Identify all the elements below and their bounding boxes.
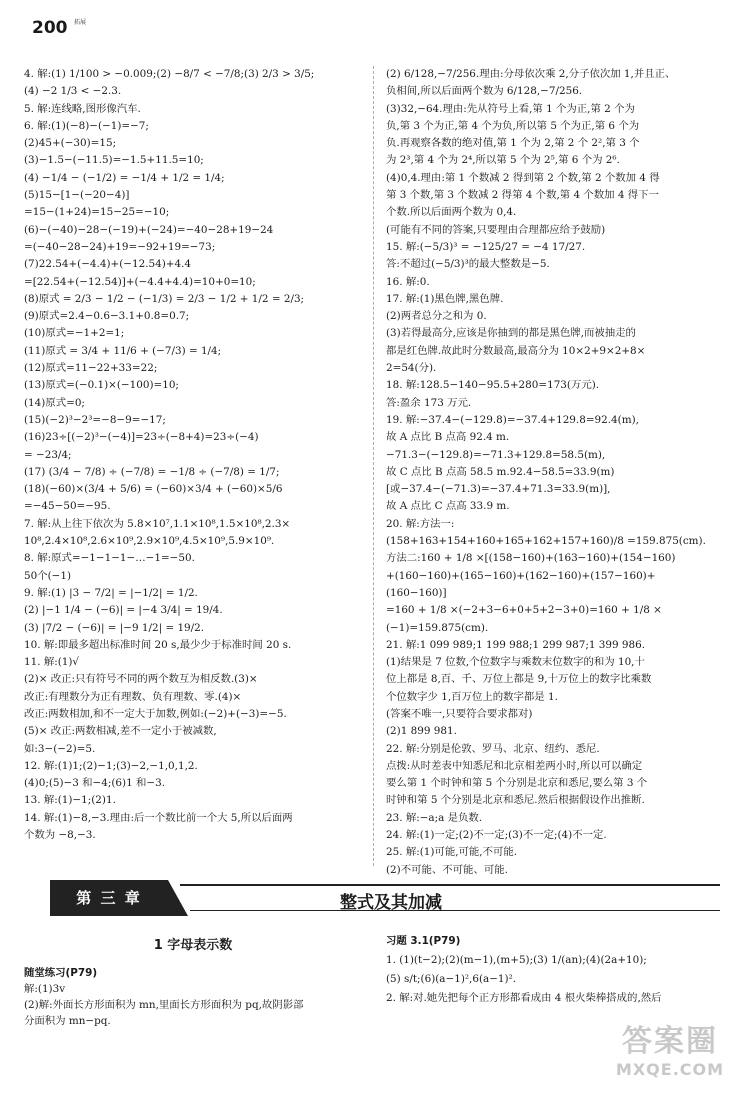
answer-line: 故 A 点比 B 点高 92.4 m.: [386, 431, 510, 444]
answer-line: (160−160)]: [386, 586, 447, 599]
answer-line: 个数.所以后面两个数为 0,4.: [386, 206, 517, 219]
answer-line: 5. 解:连线略,图形像汽车.: [24, 102, 141, 115]
answer-line: 答:不超过(−5/3)³的最大整数是−5.: [386, 258, 550, 271]
practice-answers: [24, 965, 364, 1029]
answer-line: (16)23÷[(−2)³−(−4)]=23÷(−8+4)=23÷(−4): [24, 431, 259, 444]
practice-line: 解:(1)3v: [24, 983, 66, 995]
section-title: 1 字母表示数: [153, 938, 233, 953]
answer-line: (答案不唯一,只要符合要求都对): [386, 707, 533, 720]
answer-line: 10. 解:即最多超出标准时间 20 s,最少少于标准时间 20 s.: [24, 638, 292, 651]
answer-line: (1)结果是 7 位数,个位数字与乘数末位数字的和为 10,十: [386, 656, 645, 669]
answer-line: 13. 解:(1)−1;(2)1.: [24, 794, 116, 807]
answer-line: 为 2³,第 4 个为 2⁴,所以第 5 个为 2⁵,第 6 个为 2⁶.: [386, 154, 620, 167]
left-column: [24, 66, 362, 878]
practice-line: 分面积为 mn−pq.: [24, 1015, 111, 1027]
answer-line: (3) |7/2 − (−6)| = |−9 1/2| = 19/2.: [24, 621, 205, 634]
answer-line: 17. 解:(1)黑色牌,黑色牌.: [386, 292, 504, 305]
answer-line: =160 + 1/8 ×(−2+3−6+0+5+2−3+0)=160 + 1/8 ×: [386, 604, 662, 617]
answer-line: =[22.54+(−12.54)]+(−4.4+4.4)=10+0=10;: [24, 275, 256, 288]
answer-line: (3)若得最高分,应该是你抽到的都是黑色牌,而被抽走的: [386, 327, 636, 340]
right-column: [386, 66, 724, 878]
answer-line: 方法二:160 + 1/8 ×[(158−160)+(163−160)+(154−160): [386, 552, 676, 565]
answer-line: (−1)=159.875(cm).: [386, 621, 489, 634]
answer-line: 都是红色牌.故此时分数最高,最高分为 10×2+9×2+8×: [386, 344, 646, 357]
chapter-label: 第 三 章: [50, 880, 168, 916]
answer-line: 6. 解:(1)(−8)−(−1)=−7;: [24, 119, 149, 132]
answer-line: (12)原式=11−22+33=22;: [24, 362, 158, 375]
answer-line: 23. 解:−a;a 是负数.: [386, 811, 483, 824]
answer-line: 10⁸,2.4×10⁸,2.6×10⁹,2.9×10⁹,4.5×10⁹,5.9×10⁹.: [24, 535, 275, 548]
answer-line: (可能有不同的答案,只要理由合理都应给予鼓励): [386, 223, 606, 236]
answer-line: 9. 解:(1) |3 − 7/2| = |−1/2| = 1/2.: [24, 586, 198, 599]
answer-line: 负,第 3 个为正,第 4 个为负,所以第 5 个为正,第 6 个为: [386, 119, 640, 132]
page-mark: 拓展: [74, 19, 87, 26]
answer-line: (5)× 改正:两数相减,差不一定小于被减数,: [24, 725, 217, 738]
answer-line: (4) −2 1/3 < −2.3.: [24, 85, 122, 98]
answer-line: 改正:两数相加,和不一定大于加数,例如:(−2)+(−3)=−5.: [24, 707, 287, 720]
answer-line: (6)−(−40)−28−(−19)+(−24)=−40−28+19−24: [24, 223, 274, 236]
practice-line: 随堂练习(P79): [24, 967, 98, 979]
answer-line: (2)不可能、不可能、可能.: [386, 863, 508, 876]
watermark-text: 答案圈: [622, 1024, 718, 1059]
answer-line: (4)0,4.理由:第 1 个数减 2 得到第 2 个数,第 2 个数加 4 得: [386, 171, 660, 184]
answer-line: (4) −1/4 − (−1/2) = −1/4 + 1/2 = 1/4;: [24, 171, 225, 184]
answer-line: (17) (3/4 − 7/8) ÷ (−7/8) = −1/8 ÷ (−7/8) = 1/7;: [24, 465, 280, 478]
answer-line: (2)45+(−30)=15;: [24, 137, 117, 150]
answer-line: 8. 解:原式=−1−1−1−…−1=−50.: [24, 552, 195, 565]
answer-line: =−45−50=−95.: [24, 500, 111, 513]
answer-line: (9)原式=2.4−0.6−3.1+0.8=0.7;: [24, 310, 190, 323]
answer-line: 12. 解:(1)1;(2)−1;(3)−2,−1,0,1,2.: [24, 759, 198, 772]
answer-line: =(−40−28−24)+19=−92+19=−73;: [24, 240, 216, 253]
answer-line: (7)22.54+(−4.4)+(−12.54)+4.4: [24, 258, 192, 271]
answer-line: −71.3−(−129.8)=−71.3+129.8=58.5(m),: [386, 448, 606, 461]
answer-line: 故 A 点比 C 点高 33.9 m.: [386, 500, 510, 513]
answer-line: 2=54(分).: [386, 362, 437, 375]
answer-line: [或−37.4−(−71.3)=−37.4+71.3=33.9(m)],: [386, 483, 611, 496]
answer-line: 如:3−(−2)=5.: [24, 742, 96, 755]
answer-line: 16. 解:0.: [386, 275, 430, 288]
answer-line: (2)× 改正:只有符号不同的两个数互为相反数.(3)×: [24, 673, 258, 686]
answer-line: 14. 解:(1)−8,−3.理由:后一个数比前一个大 5,所以后面两: [24, 811, 293, 824]
answer-line: 4. 解:(1) 1/100 > −0.009;(2) −8/7 < −7/8;(3) 2/3 > 3/5;: [24, 68, 315, 80]
answer-line: 故 C 点比 B 点高 58.5 m.92.4−58.5=33.9(m): [386, 465, 615, 478]
answer-line: 负相间,所以后面两个数为 6/128,−7/256.: [386, 85, 583, 98]
answer-line: (10)原式=−1+2=1;: [24, 327, 125, 340]
chapter-rule-top: [180, 884, 720, 886]
answer-line: =15−(1+24)=15−25=−10;: [24, 206, 170, 219]
chapter-rule-bottom: [190, 910, 720, 911]
answer-line: 改正:有理数分为正有理数、负有理数、零.(4)×: [24, 690, 242, 703]
answer-line: 个位数字少 1,百万位上的数字都是 1.: [386, 690, 558, 703]
answer-line: (2)1 899 981.: [386, 725, 457, 738]
answer-line: 时钟和第 5 个分别是北京和悉尼.然后根据假设作出推断.: [386, 794, 645, 807]
answer-line: (2) |−1 1/4 − (−6)| = |−4 3/4| = 19/4.: [24, 604, 223, 617]
answer-line: 25. 解:(1)可能,可能,不可能.: [386, 846, 518, 859]
answer-line: (11)原式 = 3/4 + 11/6 + (−7/3) = 1/4;: [24, 344, 222, 357]
exercise-line: (5) s/t;(6)(a−1)²,6(a−1)².: [386, 973, 517, 985]
answer-line: 11. 解:(1)√: [24, 656, 80, 669]
answer-line: (3)−1.5−(−11.5)=−1.5+11.5=10;: [24, 154, 204, 167]
answer-line: 负.再观察各数的绝对值,第 1 个为 2,第 2 个 2²,第 3 个: [386, 137, 640, 150]
answer-line: (14)原式=0;: [24, 396, 85, 409]
answer-line: 7. 解:从上往下依次为 5.8×10⁷,1.1×10⁸,1.5×10⁸,2.3×: [24, 517, 291, 530]
answer-line: (4)0;(5)−3 和−4;(6)1 和−3.: [24, 777, 166, 790]
answer-line: (3)32,−64.理由:先从符号上看,第 1 个为正,第 2 个为: [386, 102, 635, 115]
answer-line: 第 3 个数,第 3 个数减 2 得第 4 个数,第 4 个数加 4 得下一: [386, 189, 659, 202]
answer-line: 18. 解:128.5−140−95.5+280=173(万元).: [386, 379, 600, 392]
answer-line: 22. 解:分别是伦敦、罗马、北京、纽约、悉尼.: [386, 742, 600, 755]
answer-line: (2)两者总分之和为 0.: [386, 310, 487, 323]
answer-line: (2) 6/128,−7/256.理由:分母依次乘 2,分子依次加 1,并且正、: [386, 68, 676, 80]
exercise-line: 2. 解:对.她先把每个正方形都看成由 4 根火柴棒搭成的,然后: [386, 992, 662, 1004]
answer-line: (8)原式 = 2/3 − 1/2 − (−1/3) = 2/3 − 1/2 + 1/2 = 2/3;: [24, 292, 305, 305]
answer-line: 个数为 −8,−3.: [24, 829, 96, 842]
answer-line: (15)(−2)³−2³=−8−9=−17;: [24, 413, 166, 426]
watermark-url: MXQE.COM: [615, 1060, 725, 1079]
answer-line: 答:盈余 173 万元.: [386, 396, 472, 409]
chapter-title: 整式及其加减: [340, 893, 442, 913]
answer-line: (18)(−60)×(3/4 + 5/6) = (−60)×3/4 + (−60)×5/6: [24, 483, 283, 496]
exercise-line: 习题 3.1(P79): [386, 935, 461, 947]
answer-line: +(160−160)+(165−160)+(162−160)+(157−160)+: [386, 569, 656, 582]
answer-line: 21. 解:1 099 989;1 199 988;1 299 987;1 399 986.: [386, 638, 646, 651]
watermark-logo: [610, 1024, 730, 1088]
answer-line: (13)原式=(−0.1)×(−100)=10;: [24, 379, 179, 392]
answer-line: 位上都是 8,百、千、万位上都是 9,十万位上的数字比乘数: [386, 673, 652, 686]
chapter-banner: [50, 880, 720, 916]
exercise-answers: [386, 932, 726, 1008]
answer-line: 20. 解:方法一:: [386, 517, 455, 530]
answer-line: 点拨:从时差表中知悉尼和北京相差两小时,所以可以确定: [386, 759, 643, 772]
answer-line: 19. 解:−37.4−(−129.8)=−37.4+129.8=92.4(m),: [386, 413, 639, 426]
exercise-line: 1. (1)(t−2);(2)(m−1),(m+5);(3) 1/(an);(4)(2a+10);: [386, 954, 647, 966]
page-number: 200: [32, 18, 68, 38]
answer-line: 50个(−1): [24, 569, 72, 582]
practice-line: (2)解:外面长方形面积为 mn,里面长方形面积为 pq,故阴影部: [24, 999, 304, 1011]
answer-line: 要么第 1 个时钟和第 5 个分别是北京和悉尼,要么第 3 个: [386, 777, 648, 790]
answer-line: (158+163+154+160+165+162+157+160)/8 =159.875(cm).: [386, 535, 706, 548]
answer-line: 15. 解:(−5/3)³ = −125/27 = −4 17/27.: [386, 240, 586, 253]
answer-line: (5)15−[1−(−20−4)]: [24, 189, 130, 202]
column-divider: [373, 66, 374, 866]
answer-line: 24. 解:(1)一定;(2)不一定;(3)不一定;(4)不一定.: [386, 829, 607, 842]
answer-line: = −23/4;: [24, 448, 72, 461]
